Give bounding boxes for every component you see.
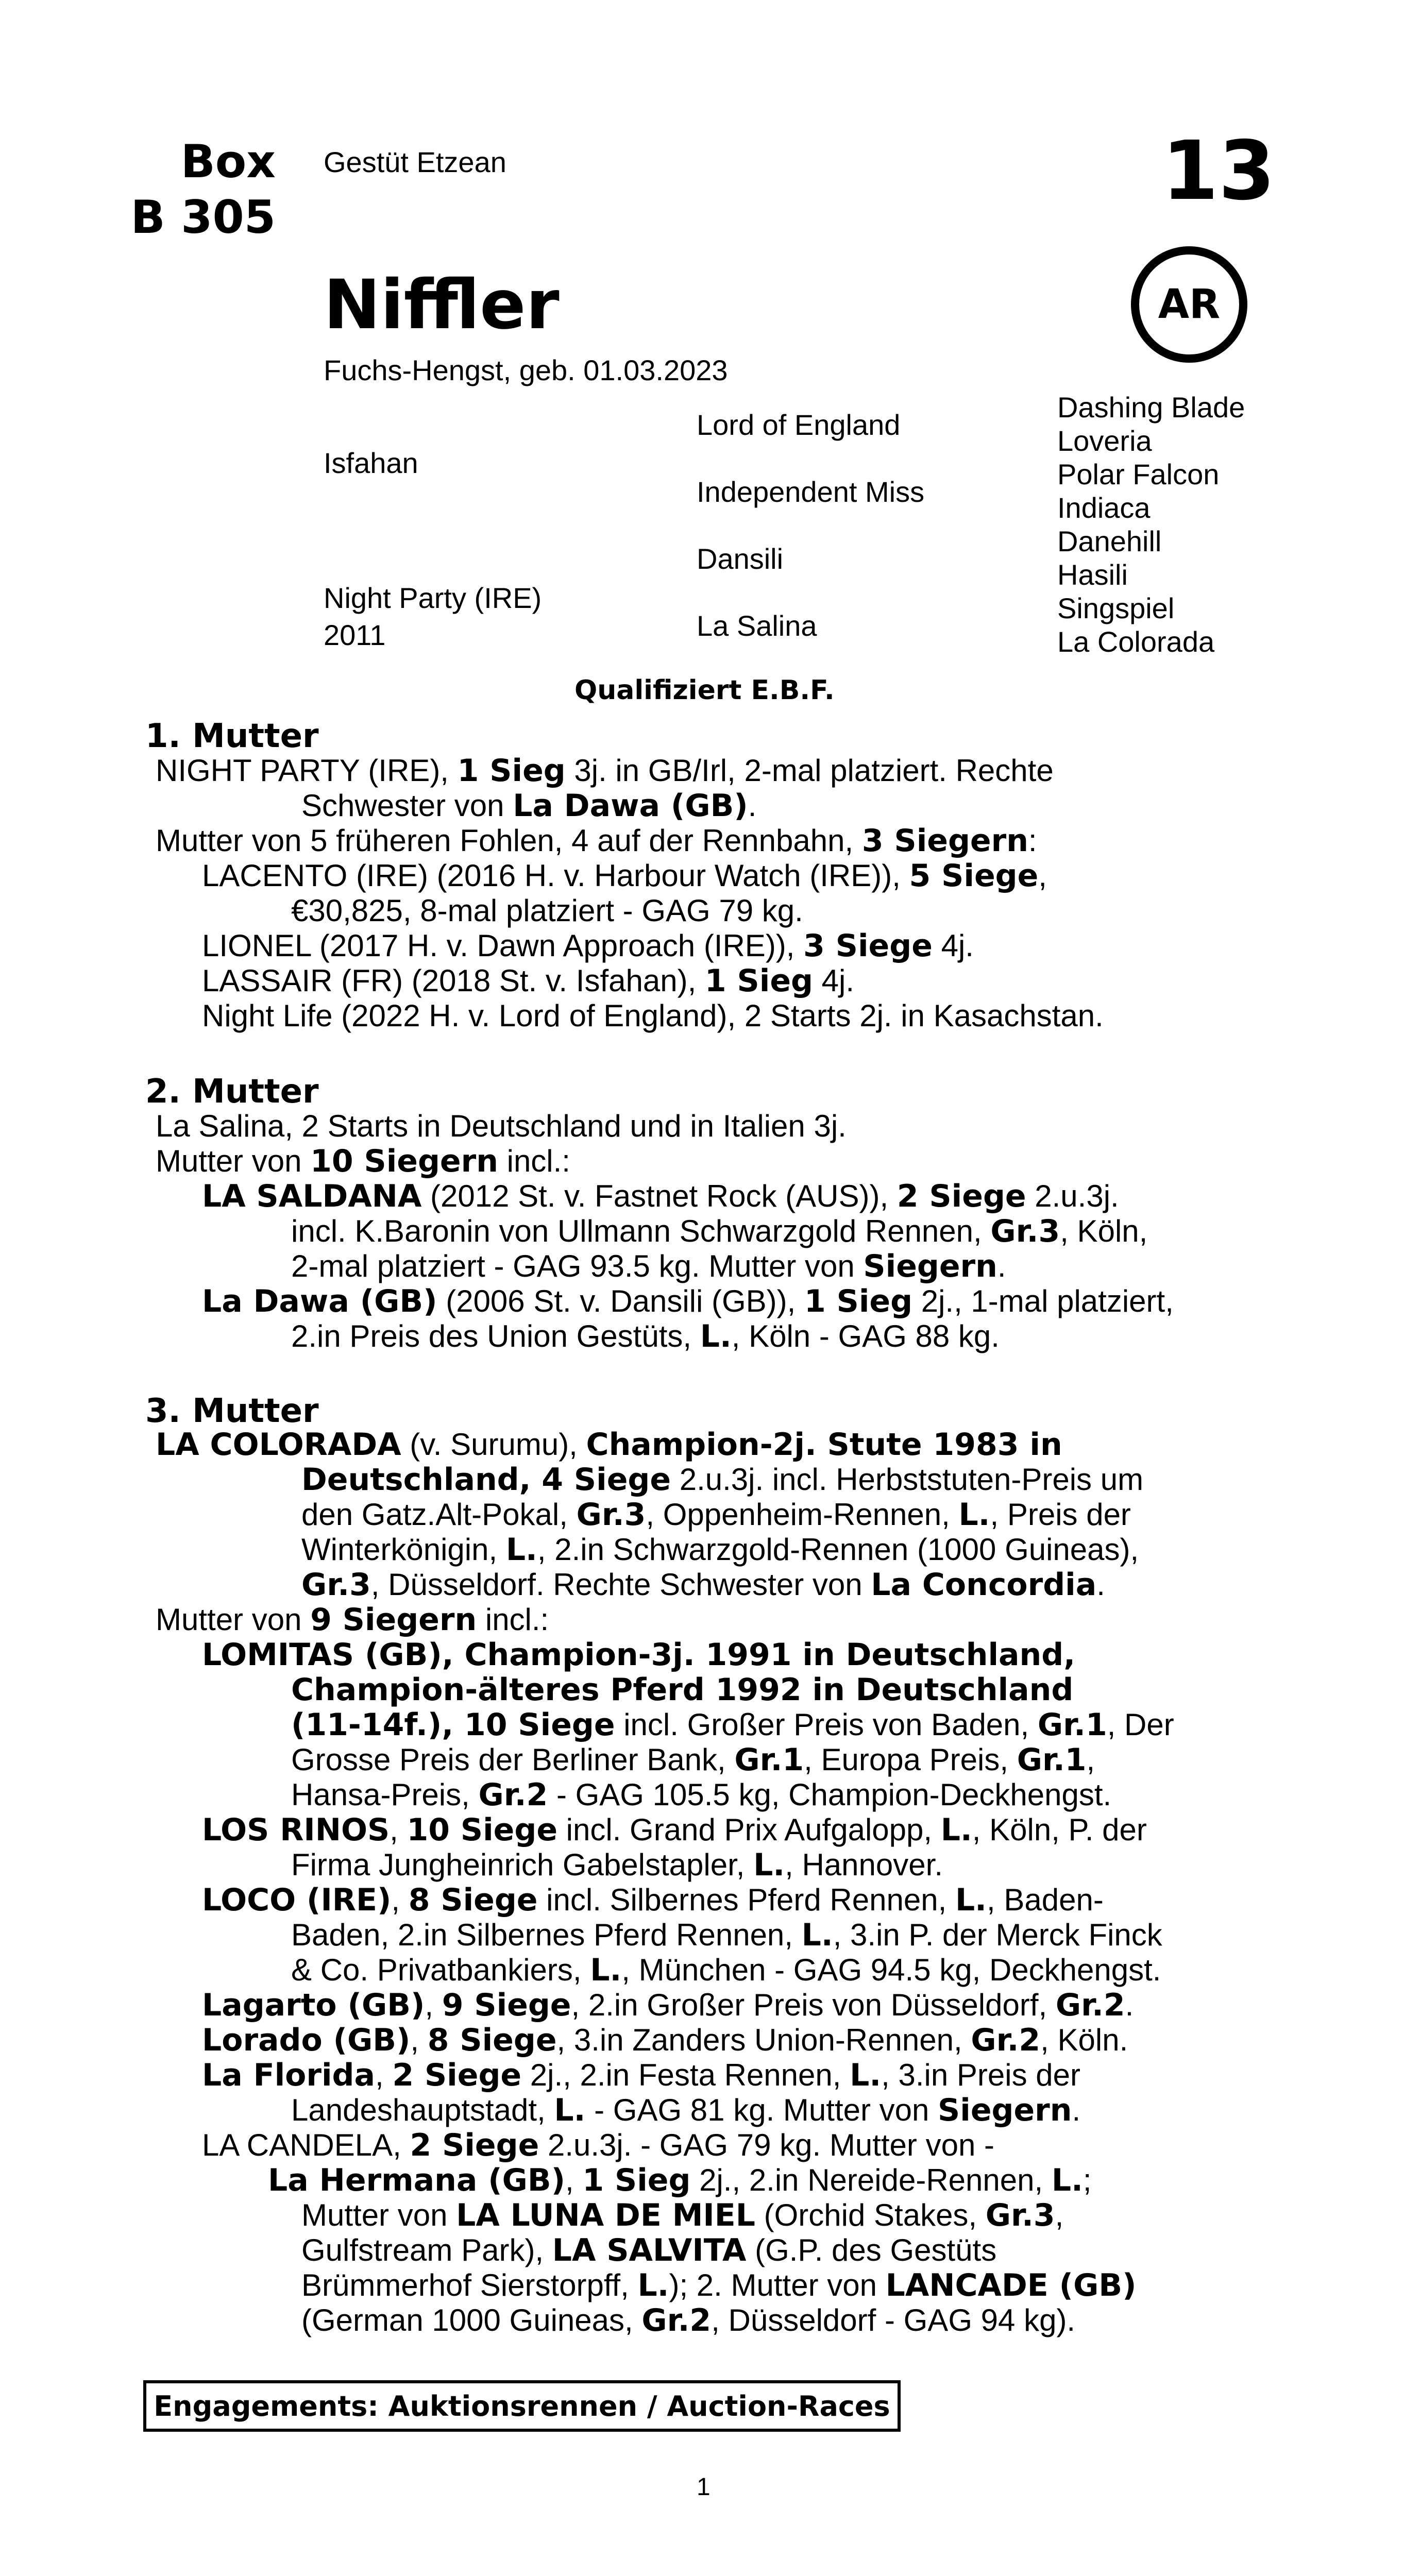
dam-dam: La Salina: [697, 609, 817, 642]
produce-la-hermana-3: Gulfstream Park), LA SALVITA (G.P. des Gestüts: [301, 2232, 997, 2268]
produce-lomitas-4: Grosse Preis der Berliner Bank, Gr.1, Europa Preis, Gr.1,: [291, 1742, 1095, 1778]
ar-badge: AR: [1131, 246, 1247, 363]
produce-lomitas-3: (11-14f.), 10 Siege incl. Großer Preis von Baden, Gr.1, Der: [291, 1707, 1174, 1743]
sire: Isfahan: [324, 447, 418, 479]
third-dam-text-2: Deutschland, 4 Siege 2.u.3j. incl. Herbststuten-Preis um: [301, 1462, 1144, 1498]
first-dam-title: 1. Mutter: [145, 717, 319, 755]
produce-la-dawa: La Dawa (GB) (2006 St. v. Dansili (GB)), 1 Sieg 2j., 1-mal platziert,: [202, 1283, 1174, 1319]
produce-loco-3: & Co. Privatbankiers, L., München - GAG 94.5 kg, Deckhengst.: [291, 1952, 1161, 1988]
dam-year: 2011: [324, 619, 386, 651]
third-dam-title: 3. Mutter: [145, 1392, 319, 1430]
dam-sire: Dansili: [697, 543, 784, 575]
gen3-4: Indiaca: [1057, 492, 1151, 524]
gen3-5: Danehill: [1057, 525, 1162, 557]
sire-dam: Independent Miss: [697, 476, 925, 508]
horse-name: Niffler: [324, 265, 560, 345]
box-label: Box: [180, 135, 276, 188]
produce-lionel: LIONEL (2017 H. v. Dawn Approach (IRE)), 3 Siege 4j.: [202, 928, 974, 964]
gen3-7: Singspiel: [1057, 592, 1175, 624]
produce-la-dawa-2: 2.in Preis des Union Gestüts, L., Köln - GAG 88 kg.: [291, 1318, 1000, 1354]
produce-lassair: LASSAIR (FR) (2018 St. v. Isfahan), 1 Sieg 4j.: [202, 963, 855, 999]
produce-la-saldana-3: 2-mal platziert - GAG 93.5 kg. Mutter von Siegern.: [291, 1248, 1006, 1284]
gen3-1: Dashing Blade: [1057, 391, 1245, 423]
third-dam-produce-intro: Mutter von 9 Siegern incl.:: [156, 1602, 549, 1638]
gen3-8: La Colorada: [1057, 625, 1215, 658]
produce-lagarto: Lagarto (GB), 9 Siege, 2.in Großer Preis von Düsseldorf, Gr.2.: [202, 1987, 1134, 2023]
produce-la-candela: LA CANDELA, 2 Siege 2.u.3j. - GAG 79 kg. Mutter von -: [202, 2127, 994, 2163]
produce-los-rinos-2: Firma Jungheinrich Gabelstapler, L., Hannover.: [291, 1847, 943, 1883]
engagements-box: Engagements: Auktionsrennen / Auction-Races: [143, 2380, 901, 2432]
page-number: 1: [697, 2473, 711, 2501]
produce-night-life: Night Life (2022 H. v. Lord of England), 2 Starts 2j. in Kasachstan.: [202, 998, 1104, 1033]
produce-la-florida-1: La Florida, 2 Siege 2j., 2.in Festa Rennen, L., 3.in Preis der: [202, 2057, 1080, 2093]
dam: Night Party (IRE): [324, 582, 542, 614]
third-dam-text-4: Winterkönigin, L., 2.in Schwarzgold-Rennen (1000 Guineas),: [301, 1532, 1139, 1568]
second-dam-produce-intro: Mutter von 10 Siegern incl.:: [156, 1143, 570, 1179]
produce-los-rinos-1: LOS RINOS, 10 Siege incl. Grand Prix Aufgalopp, L., Köln, P. der: [202, 1812, 1147, 1848]
produce-lacento-2: €30,825, 8-mal platziert - GAG 79 kg.: [291, 893, 803, 928]
produce-loco-2: Baden, 2.in Silbernes Pferd Rennen, L., 3.in P. der Merck Finck: [291, 1917, 1162, 1953]
produce-lomitas-1: LOMITAS (GB), Champion-3j. 1991 in Deutschland,: [202, 1637, 1075, 1673]
produce-la-florida-2: Landeshauptstadt, L. - GAG 81 kg. Mutter von Siegern.: [291, 2092, 1081, 2128]
third-dam-text-3: den Gatz.Alt-Pokal, Gr.3, Oppenheim-Rennen, L., Preis der: [301, 1497, 1131, 1533]
gen3-6: Hasili: [1057, 558, 1128, 591]
produce-loco-1: LOCO (IRE), 8 Siege incl. Silbernes Pferd Rennen, L., Baden-: [202, 1882, 1104, 1918]
consignor: Gestüt Etzean: [324, 146, 506, 178]
produce-la-saldana: LA SALDANA (2012 St. v. Fastnet Rock (AUS)), 2 Siege 2.u.3j.: [202, 1178, 1119, 1214]
qualification: Qualifiziert E.B.F.: [574, 675, 835, 706]
produce-la-hermana-1: La Hermana (GB), 1 Sieg 2j., 2.in Nereide-Rennen, L.;: [268, 2162, 1092, 2198]
produce-la-hermana-2: Mutter von LA LUNA DE MIEL (Orchid Stakes, Gr.3,: [301, 2197, 1064, 2233]
gen3-3: Polar Falcon: [1057, 458, 1220, 490]
produce-lomitas-5: Hansa-Preis, Gr.2 - GAG 105.5 kg, Champion-Deckhengst.: [291, 1777, 1112, 1813]
first-dam-produce-intro: Mutter von 5 früheren Fohlen, 4 auf der Rennbahn, 3 Siegern:: [156, 823, 1037, 859]
third-dam-text-5: Gr.3, Düsseldorf. Rechte Schwester von La Concordia.: [301, 1567, 1105, 1603]
produce-lacento: LACENTO (IRE) (2016 H. v. Harbour Watch (IRE)), 5 Siege,: [202, 858, 1047, 894]
produce-lorado: Lorado (GB), 8 Siege, 3.in Zanders Union-Rennen, Gr.2, Köln.: [202, 2022, 1128, 2058]
horse-description: Fuchs-Hengst, geb. 01.03.2023: [324, 354, 728, 386]
third-dam-text-1: LA COLORADA (v. Surumu), Champion-2j. Stute 1983 in: [156, 1427, 1062, 1463]
second-dam-title: 2. Mutter: [145, 1073, 319, 1111]
gen3-2: Loveria: [1057, 425, 1152, 457]
second-dam-text: La Salina, 2 Starts in Deutschland und in Italien 3j.: [156, 1109, 847, 1143]
lot-number: 13: [1162, 124, 1275, 218]
box-number: B 305: [130, 191, 276, 244]
produce-la-hermana-4: Brümmerhof Sierstorpff, L.); 2. Mutter von LANCADE (GB): [301, 2267, 1137, 2303]
first-dam-text-2: Schwester von La Dawa (GB).: [301, 788, 757, 824]
produce-lomitas-2: Champion-älteres Pferd 1992 in Deutschland: [291, 1672, 1074, 1708]
produce-la-saldana-2: incl. K.Baronin von Ullmann Schwarzgold Rennen, Gr.3, Köln,: [291, 1213, 1148, 1249]
produce-la-hermana-5: (German 1000 Guineas, Gr.2, Düsseldorf - GAG 94 kg).: [301, 2302, 1076, 2338]
sire-sire: Lord of England: [697, 409, 901, 441]
first-dam-text: NIGHT PARTY (IRE), 1 Sieg 3j. in GB/Irl, 2-mal platziert. Rechte: [156, 753, 1054, 789]
